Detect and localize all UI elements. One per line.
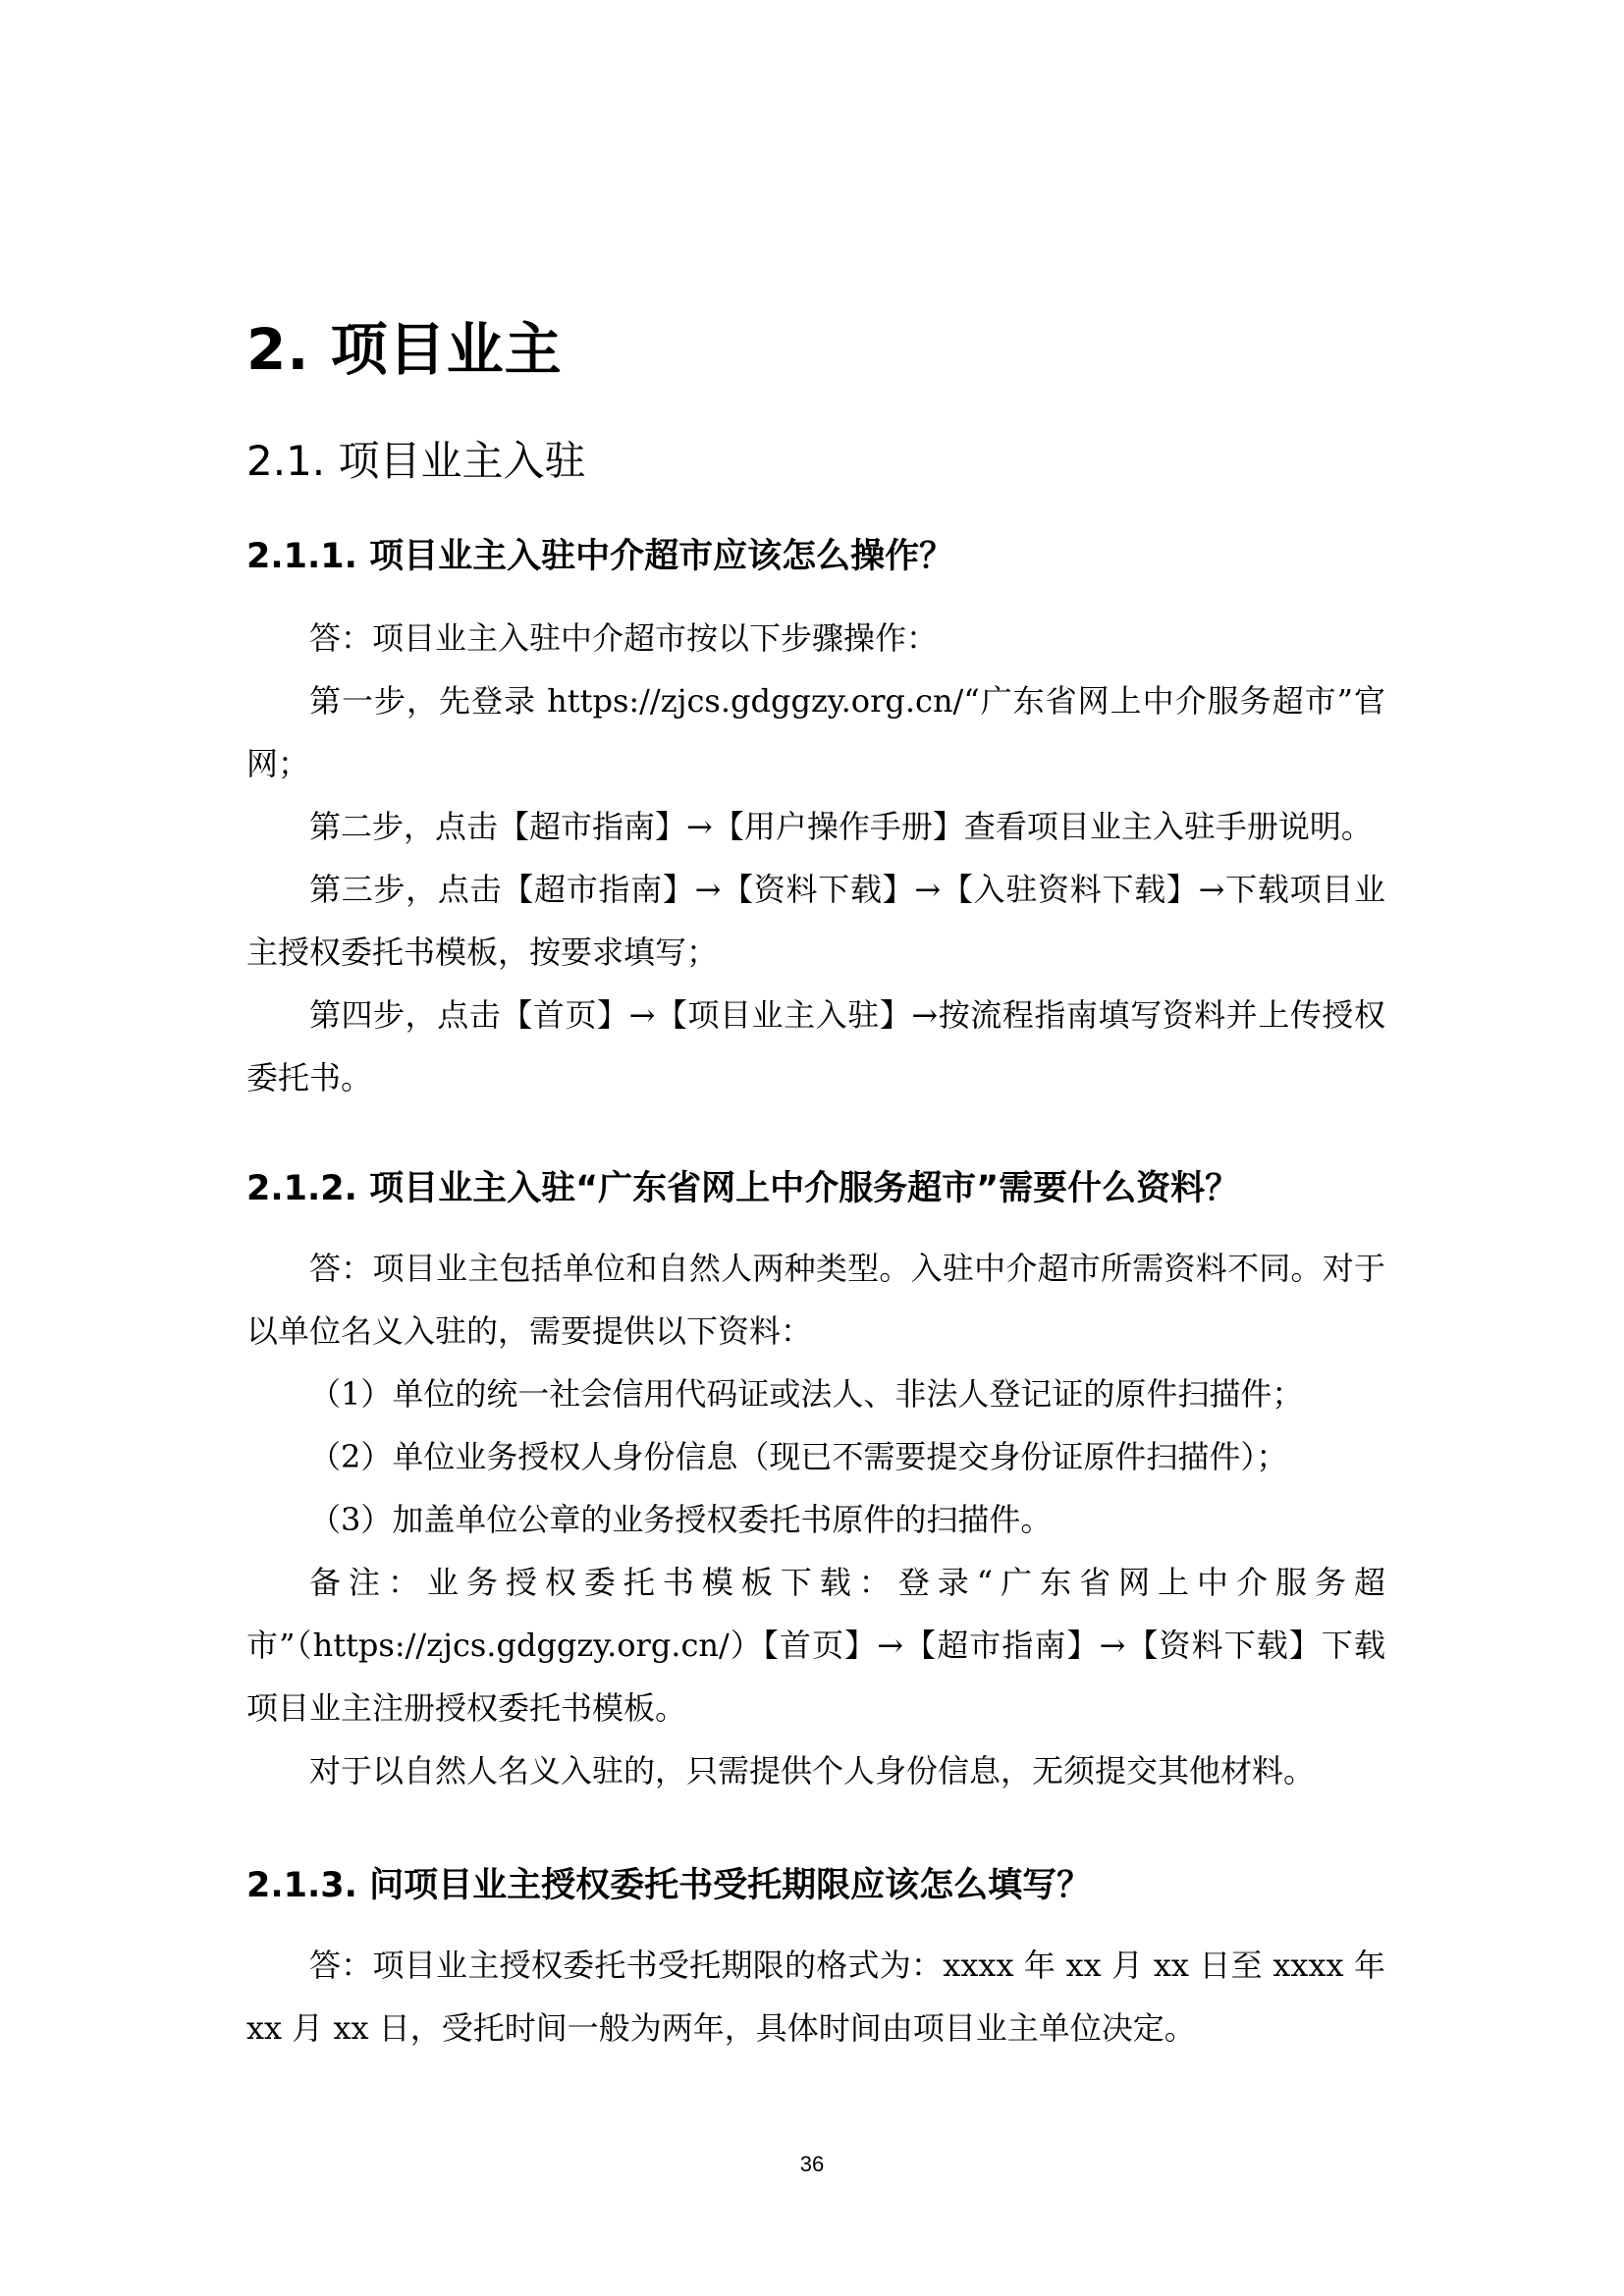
- question-2-item-3: （3）加盖单位公章的业务授权委托书原件的扫描件。: [309, 1501, 1053, 1538]
- question-3-answer: 答：项目业主授权委托书受托期限的格式为：xxxx 年 xx 月 xx 日至 xxxx 年 xx 月 xx 日，受托时间一般为两年，具体时间由项目业主单位决定。: [246, 1947, 1385, 2047]
- question-2-heading: 2.1.2. 项目业主入驻“广东省网上中介服务超市”需要什么资料？: [246, 1169, 1240, 1208]
- section-title: 2.1. 项目业主入驻: [246, 437, 586, 485]
- question-1-step-4: 第四步，点击【首页】→【项目业主入驻】→按流程指南填写资料并上传授权委托书。: [246, 996, 1385, 1096]
- question-2-answer-intro: 答：项目业主包括单位和自然人两种类型。入驻中介超市所需资料不同。对于以单位名义入驻的，需要提供以下资料：: [246, 1250, 1385, 1350]
- question-2-natural-person: 对于以自然人名义入驻的，只需提供个人身份信息，无须提交其他材料。: [309, 1752, 1316, 1789]
- page-number: 36: [799, 2152, 825, 2176]
- question-1-heading: 2.1.1. 项目业主入驻中介超市应该怎么操作？: [246, 537, 954, 576]
- question-1-step-3: 第三步，点击【超市指南】→【资料下载】→【入驻资料下载】→下载项目业主授权委托书模板，按要求填写；: [246, 871, 1385, 971]
- question-1-answer-intro: 答：项目业主入驻中介超市按以下步骤操作：: [309, 619, 939, 657]
- question-1-step-2: 第二步，点击【超市指南】→【用户操作手册】查看项目业主入驻手册说明。: [309, 808, 1373, 845]
- question-3-heading: 2.1.3. 问项目业主授权委托书受托期限应该怎么填写？: [246, 1866, 1092, 1905]
- question-1-step-1: 第一步，先登录 https://zjcs.gdggzy.org.cn/“广东省网上中介服务超市”官网；: [246, 682, 1385, 782]
- chapter-title: 2. 项目业主: [246, 316, 563, 383]
- question-2-item-1: （1）单位的统一社会信用代码证或法人、非法人登记证的原件扫描件；: [309, 1375, 1304, 1413]
- question-2-item-2: （2）单位业务授权人身份信息（现已不需要提交身份证原件扫描件）；: [309, 1438, 1288, 1475]
- question-2-note: 备注：业务授权委托书模板下载：登录“广东省网上中介服务超市”（https://zjcs.gdggzy.org.cn/）【首页】→【超市指南】→【资料下载】下载项目业主注册授权委托书模板。: [246, 1564, 1385, 1727]
